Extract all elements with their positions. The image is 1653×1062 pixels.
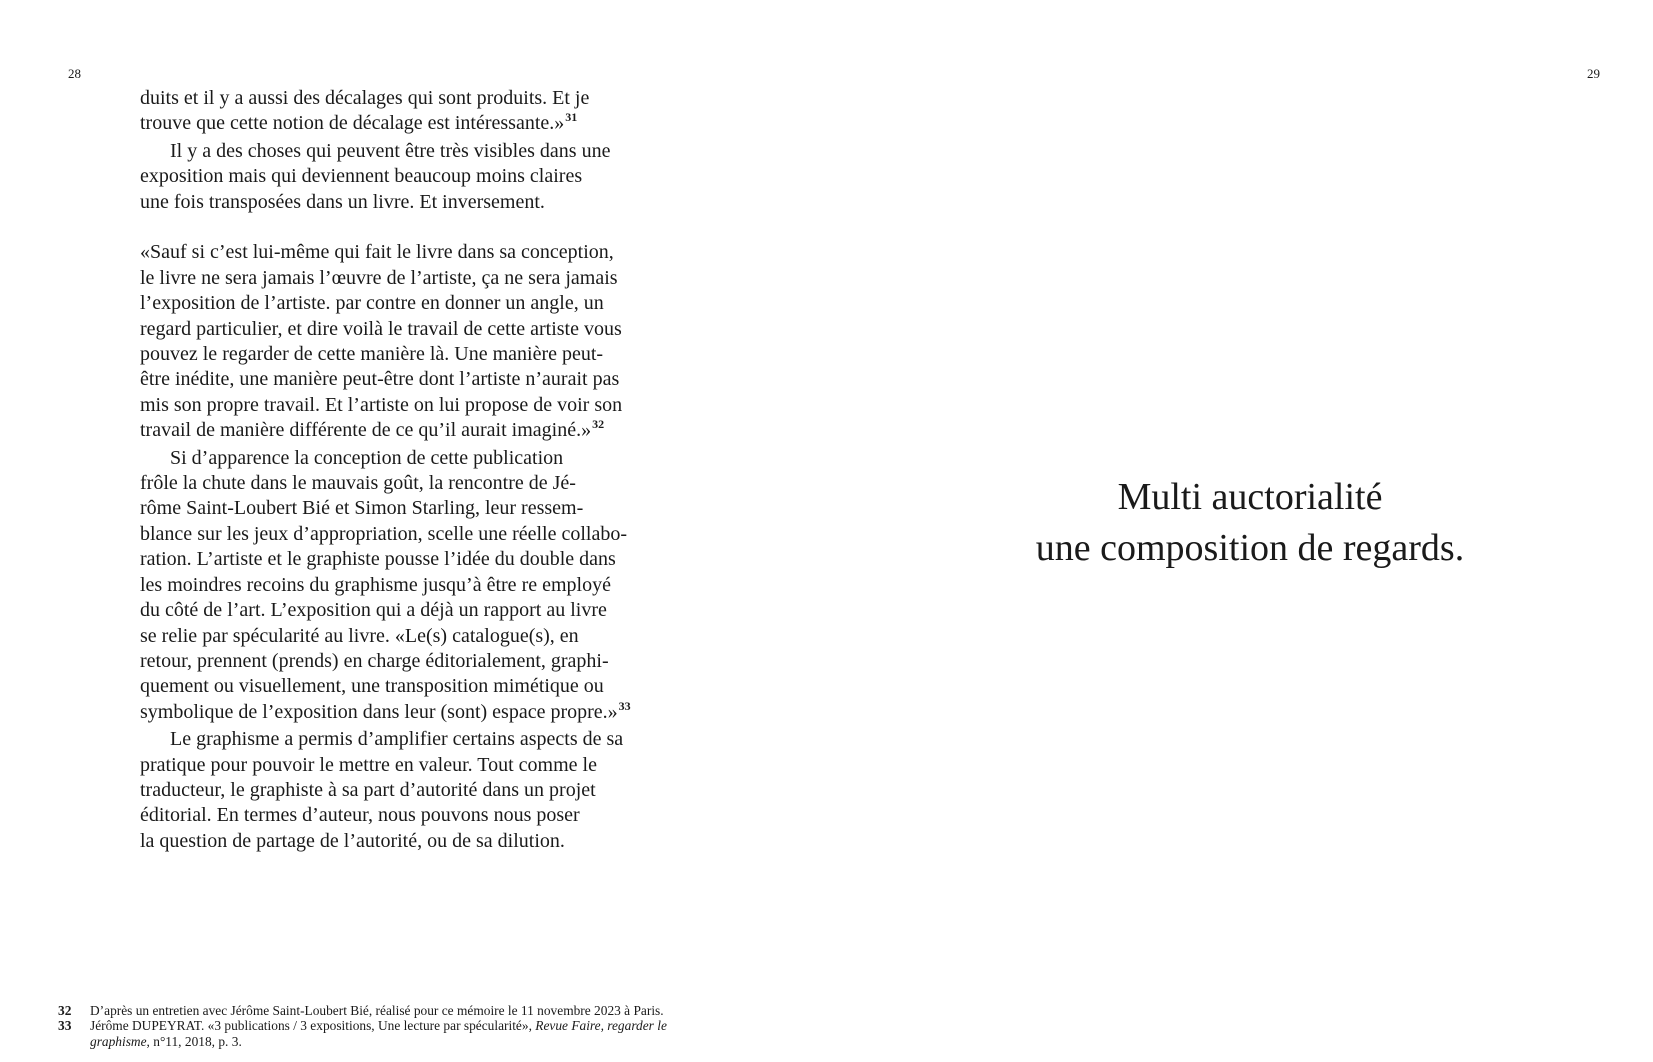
body-line bbox=[140, 164, 700, 189]
body-line-text: duits et il y a aussi des décalages qui sont produits. Et je bbox=[140, 87, 590, 109]
body-line bbox=[140, 649, 700, 674]
body-line bbox=[140, 418, 700, 445]
section-heading bbox=[960, 472, 1540, 574]
footnote-reference[interactable]: 31 bbox=[565, 110, 578, 125]
body-line bbox=[140, 266, 700, 291]
footnote-text: D’après un entretien avec Jérôme Saint-Loubert Bié, réalisé pour ce mémoire le 11 novembre 2023 à Paris. bbox=[90, 1003, 664, 1018]
body-line-text: frôle la chute dans le mauvais goût, la rencontre de Jé- bbox=[140, 472, 576, 495]
body-line-text: du côté de l’art. L’exposition qui a déjà un rapport au livre bbox=[140, 599, 607, 622]
body-line-text: Si d’apparence la conception de cette publication bbox=[170, 446, 564, 469]
body-line-text: symbolique de l’exposition dans leur (sont) espace propre.» bbox=[140, 700, 618, 723]
body-line bbox=[140, 753, 700, 778]
body-line bbox=[140, 139, 700, 164]
body-line-text: l’exposition de l’artiste. par contre en donner un angle, un bbox=[140, 292, 604, 315]
body-line bbox=[140, 829, 700, 854]
footnote-citation-details: , n°11, 2018, p. 3. bbox=[146, 1033, 242, 1049]
heading-line-1: Multi auctorialité bbox=[1117, 476, 1383, 518]
body-line bbox=[140, 727, 700, 752]
body-line-text: la question de partage de l’autorité, ou de sa dilution. bbox=[140, 829, 565, 852]
body-line-text: ration. L’artiste et le graphiste pousse l’idée du double dans bbox=[140, 548, 616, 571]
body-line bbox=[140, 778, 700, 803]
footnote-number: 33 bbox=[58, 1018, 72, 1034]
footnote-number: 32 bbox=[58, 1003, 72, 1018]
body-line-text: Il y a des choses qui peuvent être très visibles dans une bbox=[170, 139, 611, 162]
footnote-reference[interactable]: 33 bbox=[618, 698, 631, 713]
footnote-32 bbox=[58, 1003, 798, 1018]
body-text bbox=[140, 86, 700, 854]
body-line bbox=[140, 367, 700, 392]
body-line bbox=[140, 342, 700, 367]
body-line-text: éditorial. En termes d’auteur, nous pouvons nous poser bbox=[140, 804, 580, 827]
footnotes bbox=[58, 1003, 798, 1049]
body-line-text: Le graphisme a permis d’amplifier certains aspects de sa bbox=[170, 728, 624, 751]
page-number-right: 29 bbox=[1587, 66, 1600, 81]
footnote-reference[interactable]: 32 bbox=[592, 417, 605, 432]
body-line-text: trouve que cette notion de décalage est intéressante.» bbox=[140, 112, 565, 135]
body-line bbox=[140, 700, 700, 727]
body-line bbox=[140, 317, 700, 342]
body-line bbox=[140, 496, 700, 521]
body-line-text: retour, prennent (prends) en charge éditorialement, graphi- bbox=[140, 649, 609, 672]
body-line-text: le livre ne sera jamais l’œuvre de l’artiste, ça ne sera jamais bbox=[140, 266, 618, 289]
body-line-text: une fois transposées dans un livre. Et inversement. bbox=[140, 190, 545, 213]
body-line bbox=[140, 291, 700, 316]
body-line bbox=[140, 573, 700, 598]
body-line bbox=[140, 547, 700, 572]
body-line bbox=[140, 240, 700, 265]
body-line-text: regard particulier, et dire voilà le travail de cette artiste vous bbox=[140, 317, 622, 340]
body-line bbox=[140, 111, 700, 138]
body-line bbox=[140, 190, 700, 215]
heading-line-2: une composition de regards. bbox=[1035, 527, 1465, 569]
body-line bbox=[140, 86, 700, 111]
body-line bbox=[140, 522, 700, 547]
body-line-text: quement ou visuellement, une transposition mimétique ou bbox=[140, 675, 604, 698]
page-number-left: 28 bbox=[68, 66, 81, 81]
body-line bbox=[140, 446, 700, 471]
body-line-text: les moindres recoins du graphisme jusqu’à être re employé bbox=[140, 573, 611, 596]
body-line-text: se relie par spécularité au livre. «Le(s) catalogue(s), en bbox=[140, 624, 579, 647]
body-line bbox=[140, 598, 700, 623]
body-line bbox=[140, 624, 700, 649]
body-line-text: exposition mais qui deviennent beaucoup moins claires bbox=[140, 165, 583, 188]
body-line-text: traducteur, le graphiste à sa part d’autorité dans un projet bbox=[140, 778, 596, 801]
body-line-text: «Sauf si c’est lui-même qui fait le livre dans sa conception, bbox=[140, 241, 614, 264]
body-line-text: pouvez le regarder de cette manière là. Une manière peut- bbox=[140, 343, 604, 366]
footnote-journal-title-cont: graphisme bbox=[90, 1033, 147, 1049]
body-line-text: pratique pour pouvoir le mettre en valeur. Tout comme le bbox=[140, 753, 597, 776]
body-line bbox=[140, 674, 700, 699]
body-line-text: être inédite, une manière peut-être dont l’artiste n’aurait pas bbox=[140, 368, 620, 391]
paragraph-break bbox=[140, 215, 700, 240]
body-line-text: rôme Saint-Loubert Bié et Simon Starling, leur ressem- bbox=[140, 497, 584, 520]
footnote-33 bbox=[58, 1018, 798, 1049]
body-line-text: blance sur les jeux d’appropriation, scelle une réelle collabo- bbox=[140, 522, 628, 545]
body-line bbox=[140, 393, 700, 418]
body-line-text: mis son propre travail. Et l’artiste on lui propose de voir son bbox=[140, 393, 623, 416]
footnote-text: Jérôme DUPEYRAT. «3 publications / 3 expositions, Une lecture par spécularité», bbox=[90, 1018, 536, 1034]
body-line-text: travail de manière différente de ce qu’il aurait imaginé.» bbox=[140, 419, 592, 442]
body-line bbox=[140, 803, 700, 828]
body-line bbox=[140, 471, 700, 496]
footnote-journal-title: Revue Faire, regarder le bbox=[535, 1018, 667, 1034]
